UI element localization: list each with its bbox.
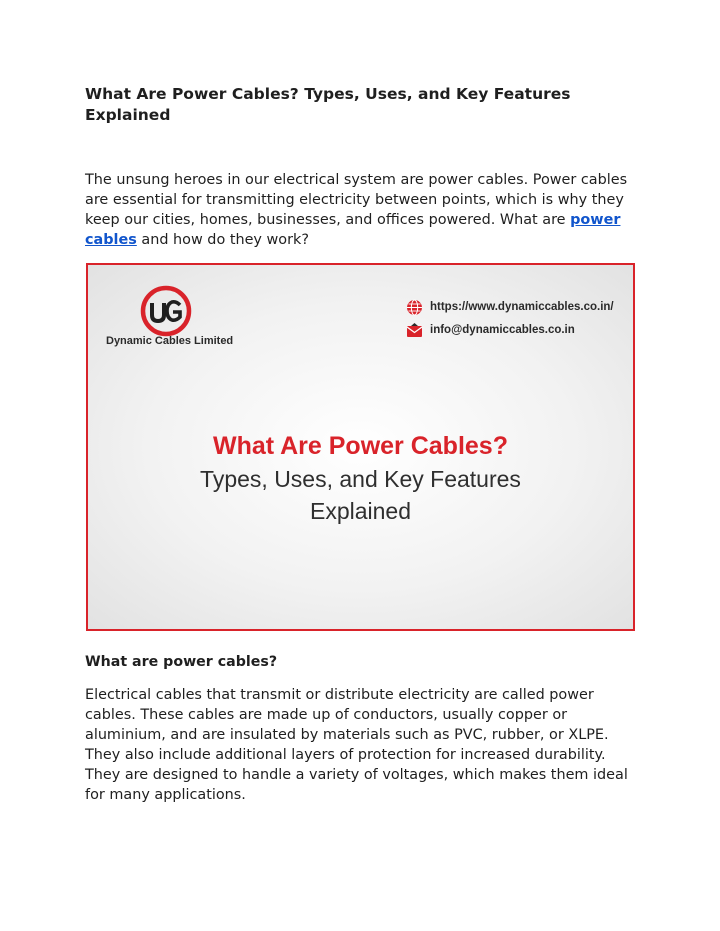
email-address: info@dynamiccables.co.in xyxy=(430,324,575,336)
email-row xyxy=(406,320,614,340)
mail-icon xyxy=(406,322,423,339)
banner-heading-red: What Are Power Cables? xyxy=(213,432,508,460)
banner-heading-line3: Explained xyxy=(309,498,412,524)
article-title: What Are Power Cables? Types, Uses, and Key Features Explained xyxy=(85,85,571,124)
website-row xyxy=(406,297,614,317)
intro-text-start: The unsung heroes in our electrical system are power cables. Power cables are essential for transmitting electricity between points, which is why they keep our cities, homes, businesses, and offices powered. What are xyxy=(85,172,628,228)
company-name: Dynamic Cables Limited xyxy=(106,335,234,347)
section-paragraph: Electrical cables that transmit or distribute electricity are called power cables. These cables are made up of conductors, usually copper or aluminium, and are insulated by materials such as PVC, rubber, or XLPE. They also include additional layers of protection for increased durability. They are designed to handle a variety of voltages, which makes them ideal for many applications. xyxy=(85,687,628,803)
intro-text-end: and how do they work? xyxy=(136,232,309,248)
logo-icon xyxy=(140,285,192,337)
website-url: https://www.dynamiccables.co.in/ xyxy=(430,301,614,313)
banner-heading xyxy=(88,429,633,527)
article-banner-image xyxy=(86,263,635,631)
power-cables-link[interactable]: power cables xyxy=(85,212,621,248)
section-heading: What are power cables? xyxy=(85,654,278,670)
intro-paragraph xyxy=(85,170,630,250)
contact-info xyxy=(406,297,614,343)
banner-heading-line2: Types, Uses, and Key Features xyxy=(200,466,521,492)
globe-icon xyxy=(406,299,423,316)
